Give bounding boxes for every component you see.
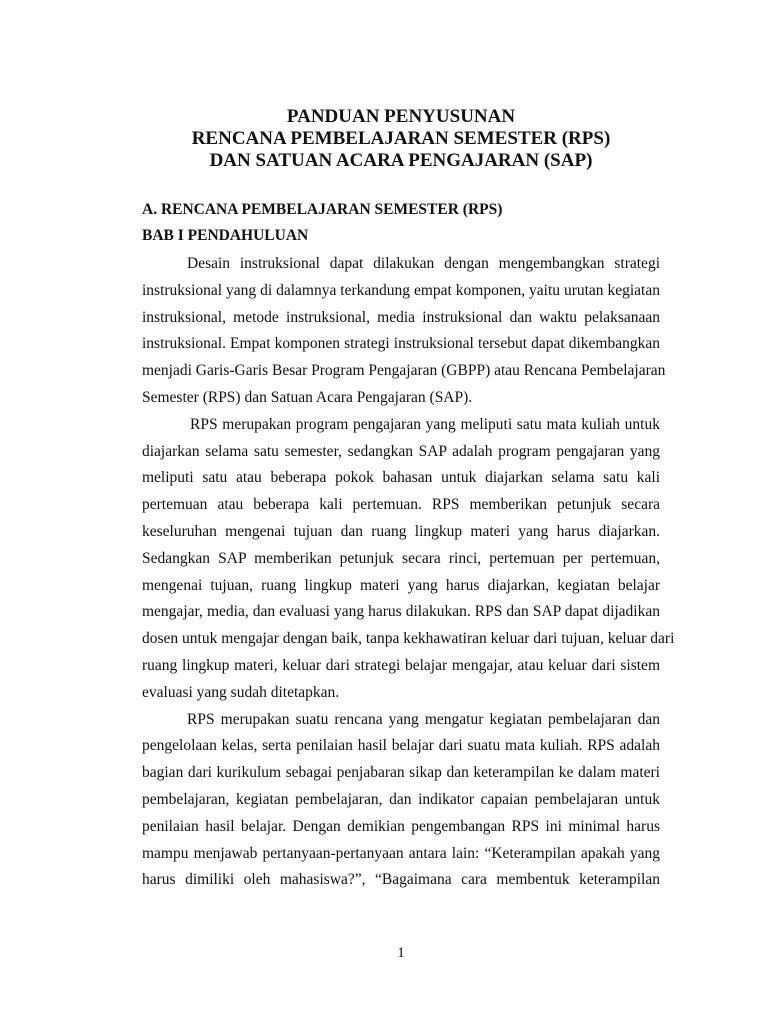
text-line: mampu menjawab pertanyaan-pertanyaan antara lain: “Keterampilan apakah yang <box>142 844 660 862</box>
text-line: instruksional, metode instruksional, media instruksional dan waktu pelaksanaan <box>142 308 660 326</box>
text-line: menjadi Garis-Garis Besar Program Pengajaran (GBPP) atau Rencana Pembelajaran <box>142 362 666 380</box>
text-line: mengenai tujuan, ruang lingkup materi yang harus diajarkan, kegiatan belajar <box>142 576 660 594</box>
section-heading: A. RENCANA PEMBELAJARAN SEMESTER (RPS) <box>142 201 503 218</box>
text-line: harus dimiliki oleh mahasiswa?”, “Bagaimana cara membentuk keterampilan <box>142 871 660 889</box>
chapter-heading: BAB I PENDAHULUAN <box>142 227 309 244</box>
text-line: pertemuan atau beberapa kali pertemuan. RPS memberikan petunjuk secara <box>142 496 660 514</box>
text-line: instruksional yang di dalamnya terkandung empat komponen, yaitu urutan kegiatan <box>142 281 660 299</box>
page-number: 1 <box>397 945 405 961</box>
title-line-1: PANDUAN PENYUSUNAN <box>286 106 516 127</box>
text-line: pengelolaan kelas, serta penilaian hasil belajar dari suatu mata kuliah. RPS adalah <box>142 737 660 755</box>
text-line: penilaian hasil belajar. Dengan demikian pengembangan RPS ini minimal harus <box>142 817 660 835</box>
text-line: Desain instruksional dapat dilakukan dengan mengembangkan strategi <box>187 255 660 272</box>
paragraph-2 <box>142 412 675 707</box>
text-line: mengajar, media, dan evaluasi yang harus dilakukan. RPS dan SAP dapat dijadikan <box>142 603 660 621</box>
paragraph-1 <box>142 251 666 412</box>
text-line: dosen untuk mengajar dengan baik, tanpa kekhawatiran keluar dari tujuan, keluar dari <box>142 630 675 648</box>
body-text <box>142 251 675 894</box>
paragraph-3 <box>142 707 660 895</box>
title-line-2: RENCANA PEMBELAJARAN SEMESTER (RPS) <box>191 128 611 149</box>
text-line: meliputi satu atau beberapa pokok bahasan untuk diajarkan selama satu kali <box>142 469 660 487</box>
text-line: Semester (RPS) dan Satuan Acara Pengajaran (SAP). <box>142 388 473 406</box>
text-line: pembelajaran, kegiatan pembelajaran, dan indikator capaian pembelajaran untuk <box>142 790 660 808</box>
text-line: RPS merupakan suatu rencana yang mengatur kegiatan pembelajaran dan <box>187 710 660 728</box>
text-line: diajarkan selama satu semester, sedangkan SAP adalah program pengajaran yang <box>142 442 660 460</box>
text-line: keseluruhan mengenai tujuan dan ruang lingkup materi yang harus diajarkan. <box>142 522 660 540</box>
text-line: bagian dari kurikulum sebagai penjabaran sikap dan keterampilan ke dalam materi <box>142 764 660 782</box>
text-line: instruksional. Empat komponen strategi instruksional tersebut dapat dikembangkan <box>142 335 660 353</box>
document-title <box>0 106 768 172</box>
text-line: evaluasi yang sudah ditetapkan. <box>142 683 340 701</box>
text-line: RPS merupakan program pengajaran yang meliputi satu mata kuliah untuk <box>190 415 660 433</box>
title-line-3: DAN SATUAN ACARA PENGAJARAN (SAP) <box>209 150 593 171</box>
text-line: ruang lingkup materi, keluar dari strategi belajar mengajar, atau keluar dari sistem <box>142 656 660 674</box>
text-line: Sedangkan SAP memberikan petunjuk secara rinci, pertemuan per pertemuan, <box>142 549 660 567</box>
